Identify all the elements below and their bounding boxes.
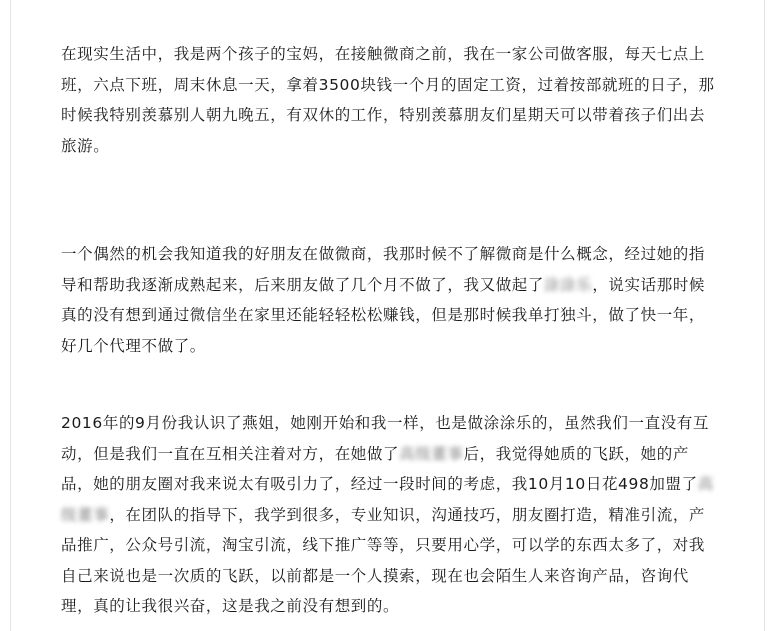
- text-line: 一个偶然的机会我知道我的好朋友在做微商，我那时候不了解微商是什么概念，经过她的指: [61, 245, 706, 263]
- blurred-brand-text: 级董事: [61, 505, 110, 524]
- text-line: 导和帮助我逐渐成熟起来，后来朋友做了几个月不做了，我又做起了: [61, 275, 545, 294]
- paragraph-opportunity: [61, 239, 729, 361]
- paragraph-intro: [61, 39, 729, 161]
- text-line: 2016年的9月份我认识了燕姐，她刚开始和我一样，也是做涂涂乐的，虽然我们一直没有互: [61, 414, 710, 432]
- text-line: ，在团队的指导下，我学到很多，专业知识，沟通技巧，朋友圈打造，精准引流，产: [109, 505, 706, 524]
- text-line: 后，我觉得她质的飞跃，她的产: [463, 444, 689, 463]
- text-line: 品推广，公众号引流，淘宝引流，线下推广等等，只要用心学，可以学的东西太多了，对我: [61, 536, 706, 554]
- text-line: 品，她的朋友圈对我来说太有吸引力了，经过一段时间的考虑，我10月10日花498加盟了: [61, 475, 698, 493]
- text-line: 班，六点下班，周末休息一天，拿着3500块钱一个月的固定工资，过着按部就班的日子，那: [61, 75, 715, 94]
- text-line: 真的没有想到通过微信坐在家里还能轻轻松松赚钱，但是那时候我单打独斗，做了快一年，: [61, 306, 706, 324]
- text-line: 好几个代理不做了。: [61, 336, 206, 355]
- text-line: 在现实生活中，我是两个孩子的宝妈，在接触微商之前，我在一家公司做客服，每天七点上: [61, 45, 706, 63]
- text-line: 自己来说也是一次质的飞跃，以前都是一个人摸索，现在也会陌生人来咨询产品，咨询代: [61, 566, 689, 585]
- article-page: [10, 0, 765, 631]
- blurred-brand-text: 高: [697, 475, 714, 493]
- paragraph-team: [61, 408, 729, 622]
- blurred-brand-text: 高级董事: [399, 444, 464, 463]
- text-line: 动，但是我们一直在互相关注着对方，在她做了: [61, 444, 400, 463]
- blurred-brand-text: 涂涂乐: [544, 275, 593, 294]
- text-line: 旅游。: [61, 136, 110, 155]
- text-line: 理，真的让我很兴奋，这是我之前没有想到的。: [61, 597, 400, 615]
- text-line: 时候我特别羡慕别人朝九晚五，有双休的工作，特别羡慕朋友们星期天可以带着孩子们出去: [61, 106, 706, 124]
- text-line: ，说实话那时候: [592, 275, 706, 294]
